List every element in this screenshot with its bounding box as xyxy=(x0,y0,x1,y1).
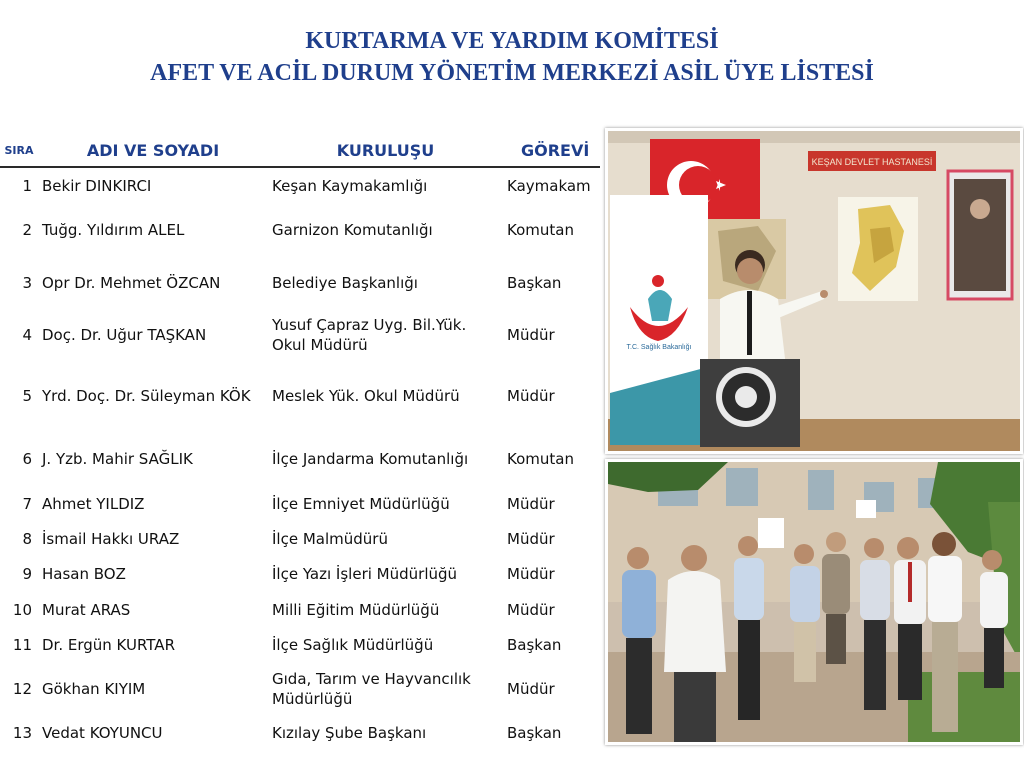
table-row xyxy=(0,592,600,627)
member-organization: Garnizon Komutanlığı xyxy=(272,220,433,239)
hospital-sign-text: KEŞAN DEVLET HASTANESİ xyxy=(811,157,933,167)
page-subtitle: AFET VE ACİL DURUM YÖNETİM MERKEZİ ASİL ÜYE LİSTESİ xyxy=(150,60,874,86)
presentation-scene xyxy=(608,131,1020,451)
group-scene xyxy=(608,462,1020,742)
row-number: 5 xyxy=(22,387,32,405)
table-row xyxy=(0,167,600,203)
member-role: Başkan xyxy=(507,635,562,654)
member-organization: Yusuf Çapraz Uyg. Bil.Yük. Okul Müdürü xyxy=(272,316,467,354)
group-photo xyxy=(605,459,1023,745)
member-role: Müdür xyxy=(507,600,555,619)
row-number: 4 xyxy=(22,326,32,344)
member-organization: İlçe Jandarma Komutanlığı xyxy=(272,449,469,468)
presentation-photo xyxy=(605,128,1023,454)
member-name: İsmail Hakkı URAZ xyxy=(42,529,180,548)
member-name: Murat ARAS xyxy=(42,600,131,619)
row-number: 7 xyxy=(22,494,32,513)
member-name: Bekir DINKIRCI xyxy=(42,176,152,195)
member-role: Müdür xyxy=(507,494,555,513)
member-role: Komutan xyxy=(507,449,574,468)
member-role: Müdür xyxy=(507,529,555,548)
table-row xyxy=(0,203,600,256)
member-role: Kaymakam xyxy=(507,176,591,195)
member-organization: Keşan Kaymakamlığı xyxy=(272,176,428,195)
member-organization: Gıda, Tarım ve Hayvancılık Müdürlüğü xyxy=(272,669,471,708)
member-role: Müdür xyxy=(507,387,555,405)
row-number: 8 xyxy=(22,529,32,548)
member-organization: Milli Eğitim Müdürlüğü xyxy=(272,600,440,619)
member-name: Gökhan KIYIM xyxy=(42,679,146,698)
row-number: 9 xyxy=(22,565,32,583)
table-row xyxy=(0,662,600,715)
member-table xyxy=(0,134,600,751)
row-number: 10 xyxy=(12,600,32,619)
table-row xyxy=(0,715,600,751)
member-name: Hasan BOZ xyxy=(42,565,126,583)
member-organization: Meslek Yük. Okul Müdürü xyxy=(272,387,460,405)
member-name: Yrd. Doç. Dr. Süleyman KÖK xyxy=(42,387,251,405)
member-role: Başkan xyxy=(507,273,562,292)
member-organization: İlçe Malmüdürü xyxy=(272,529,388,548)
row-number: 13 xyxy=(12,724,32,742)
member-name: Vedat KOYUNCU xyxy=(42,724,163,742)
member-name: J. Yzb. Mahir SAĞLIK xyxy=(42,449,193,468)
member-name: Ahmet YILDIZ xyxy=(42,494,145,513)
member-name: Tuğg. Yıldırım ALEL xyxy=(42,220,185,239)
member-role: Başkan xyxy=(507,724,562,742)
banner-text: T.C. Sağlık Bakanlığı xyxy=(626,344,692,351)
member-organization: İlçe Sağlık Müdürlüğü xyxy=(272,635,434,654)
table-row xyxy=(0,521,600,556)
header-name: ADI VE SOYADI xyxy=(38,134,268,167)
member-role: Müdür xyxy=(507,565,555,583)
member-name: Opr Dr. Mehmet ÖZCAN xyxy=(42,273,221,292)
row-number: 12 xyxy=(12,679,32,698)
row-number: 11 xyxy=(12,635,32,654)
member-name: Doç. Dr. Uğur TAŞKAN xyxy=(42,326,207,344)
table-row xyxy=(0,431,600,486)
member-role: Müdür xyxy=(507,326,555,344)
table-row xyxy=(0,256,600,309)
member-organization: Kızılay Şube Başkanı xyxy=(272,724,427,742)
table-row xyxy=(0,627,600,662)
table-header-row xyxy=(0,134,600,167)
row-number: 3 xyxy=(22,273,32,292)
member-organization: İlçe Emniyet Müdürlüğü xyxy=(272,494,450,513)
member-organization: Belediye Başkanlığı xyxy=(272,273,418,292)
member-role: Komutan xyxy=(507,220,574,239)
table-row xyxy=(0,486,600,521)
page-title: KURTARMA VE YARDIM KOMİTESİ xyxy=(305,28,719,54)
table-row xyxy=(0,556,600,592)
member-role: Müdür xyxy=(507,679,555,698)
member-name: Dr. Ergün KURTAR xyxy=(42,635,175,654)
table-row xyxy=(0,309,600,361)
member-organization: İlçe Yazı İşleri Müdürlüğü xyxy=(272,565,458,583)
row-number: 1 xyxy=(22,176,32,195)
header-org: KURULUŞU xyxy=(268,134,503,167)
row-number: 6 xyxy=(22,449,32,468)
table-row xyxy=(0,361,600,431)
header-sira: SIRA xyxy=(0,134,38,167)
row-number: 2 xyxy=(22,220,32,239)
header-role: GÖREVİ xyxy=(503,134,600,167)
